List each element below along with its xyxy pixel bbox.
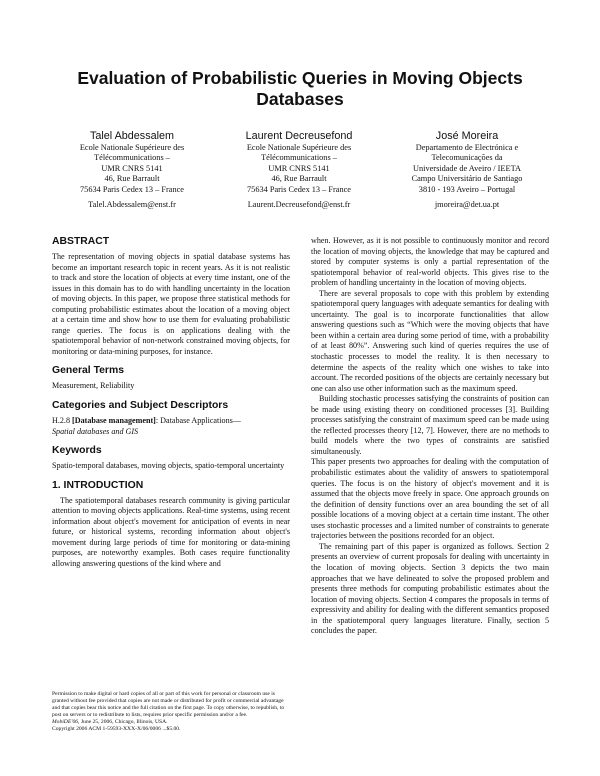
- categories-text: [52, 416, 290, 437]
- introduction-heading: 1. INTRODUCTION: [52, 479, 144, 491]
- body-paragraph: This paper presents two approaches for dealing with the computation of probabilistic estimates about the validity of answers to spatiotemporal queries. The focus is on the history of object's movement and it is assumed that the objects move freely in space. One approach grounds on the definition of density functions over an area bounding the set of all possible locations of a moving object at a certain time instant. The other uses stochastic processes and a limited number of constraints to generate trajectories between the positions recorded for an object.: [311, 457, 549, 541]
- keywords-text: Spatio-temporal databases, moving objects, spatio-temporal uncertainty: [52, 461, 285, 471]
- conference-name: MobiDE'06,: [52, 719, 80, 725]
- author-email: jmoreira@det.ua.pt: [434, 200, 500, 210]
- body-paragraph: when. However, as it is not possible to continuously monitor and record the location of moving objects, the knowledge that may be captured and stored by computer systems is only a partial representation of the spatiotemporal behavior of real-world objects. This gives rise to the problem of handling uncertainty in the location of moving objects.: [311, 236, 549, 288]
- body-paragraph: The remaining part of this paper is organized as follows. Section 2 presents an overview of current proposals for dealing with uncertainty in the location of moving objects. Section 3 depicts the two main approaches that we have delineated to solve the proposed problem and presents three methods for computing probabilistic estimates about the location of moving objects. Section 4 compares the proposals in terms of expressivity and ability for dealing with the different semantics proposed in the spatiotemporal query languages literature. Finally, section 5 concludes the paper.: [311, 541, 549, 636]
- keywords-section: [52, 445, 290, 472]
- paper-title: Evaluation of Probabilistic Queries in Moving Objects Databases: [77, 68, 523, 109]
- category-subject: Spatial databases and GIS: [52, 426, 139, 436]
- author-name: Laurent Decreusefond: [245, 130, 353, 142]
- left-column: [52, 236, 290, 577]
- permission-text: Permission to make digital or hard copies of all or part of this work for personal or classroom use is granted without fee provided that copies are not made or distributed for profit or commercial advantage and that copies bear this notice and the full citation on the first page. To copy otherwise, to republish, to post on servers or to redistribute to lists, requires prior specific permission and/or a fee.: [52, 691, 285, 718]
- conference-details: June 25, 2006, Chicago, Illinois, USA.: [79, 719, 168, 725]
- abstract-section: [52, 236, 290, 357]
- general-terms-section: [52, 365, 290, 392]
- author-email: Talel.Abdessalem@enst.fr: [88, 200, 176, 210]
- body-paragraph: There are several proposals to cope with this problem by extending spatiotemporal query languages with adequate semantics for dealing with uncertainty. The goal is to incorporate functionalities that allow answering questions such as “Which were the moving objects that have been within a certain area during some period of time, with a probability of at least 80%”. Answering such kind of queries requires the use of stochastic processes to model the reality. It is then necessary to determine the aspects of the reality which one wishes to take into account. The recorded positions of the objects are certainly necessary but one can also use other information such as the maximum speed.: [311, 288, 549, 393]
- author-block: [382, 130, 552, 210]
- general-terms-text: Measurement, Reliability: [52, 381, 135, 391]
- author-email: Laurent.Decreusefond@enst.fr: [247, 200, 351, 210]
- author-name: Talel Abdessalem: [89, 130, 175, 142]
- keywords-heading: Keywords: [52, 445, 102, 457]
- permission-notice: [52, 691, 292, 733]
- conference-line: [52, 719, 292, 726]
- category-path: [Database management]: [72, 416, 156, 426]
- abstract-heading: ABSTRACT: [52, 236, 110, 247]
- copyright-line: Copyright 2006 ACM 1-59593-XXX-X/06/0006 ...$5.00.: [52, 726, 181, 732]
- author-name: José Moreira: [435, 130, 499, 142]
- abstract-text: The representation of moving objects in spatial database systems has become an important research topic in recent years. As it is not realistic to track and store the location of objects at every time instant, one of the issues in this domain has to do with handling uncertainty in the location of moving objects. In this paper, we propose three statistical methods for computing probabilistic estimates about the location of a moving object at a certain time and show how to use them for evaluating probabilistic range queries. The focus is on applications dealing with the spatiotemporal behavior of non-network constrained moving objects, for monitoring or data-mining purposes, for instance.: [52, 252, 290, 356]
- introduction-section: [52, 480, 290, 570]
- body-paragraph: Building stochastic processes satisfying the constraints of position can be made using existing theory on conditioned processes [3]. Building processes satisfying the constraint of maximum speed can be made using the reflected processes theory [12, 7]. However, there are no methods to build models where the two types of constraints are satisfied simultaneously.: [311, 394, 549, 456]
- category-code: H.2.8: [52, 416, 70, 426]
- general-terms-heading: General Terms: [52, 365, 124, 377]
- introduction-paragraph: The spatiotemporal databases research community is giving particular attention to moving objects applications. Real-time systems, using recent information about object's movement for anticipation of events in near future, or historical systems, recording information about object's movement during large periods of time for monitoring or data-mining purposes, are noteworthy examples. Both cases require functionality allowing answering questions of the kind where and: [52, 495, 290, 568]
- categories-heading: Categories and Subject Descriptors: [52, 400, 229, 412]
- author-block: [47, 130, 217, 210]
- right-column: [311, 236, 549, 637]
- categories-section: [52, 400, 290, 437]
- author-block: [214, 130, 384, 210]
- category-rest: : Database Applications—: [155, 416, 241, 426]
- author-affiliation: Departamento de Electrónica e Telecomunicações da Universidade de Aveiro / IEETA Campo Universitário de Santiago 3810 - 193 Aveiro – Portugal: [411, 143, 523, 194]
- author-affiliation: Ecole Nationale Supérieure des Télécommunications – UMR CNRS 5141 46, Rue Barrault 75634 Paris Cedex 13 – France: [79, 143, 185, 194]
- author-affiliation: Ecole Nationale Supérieure des Télécommunications – UMR CNRS 5141 46, Rue Barrault 75634 Paris Cedex 13 – France: [246, 143, 352, 194]
